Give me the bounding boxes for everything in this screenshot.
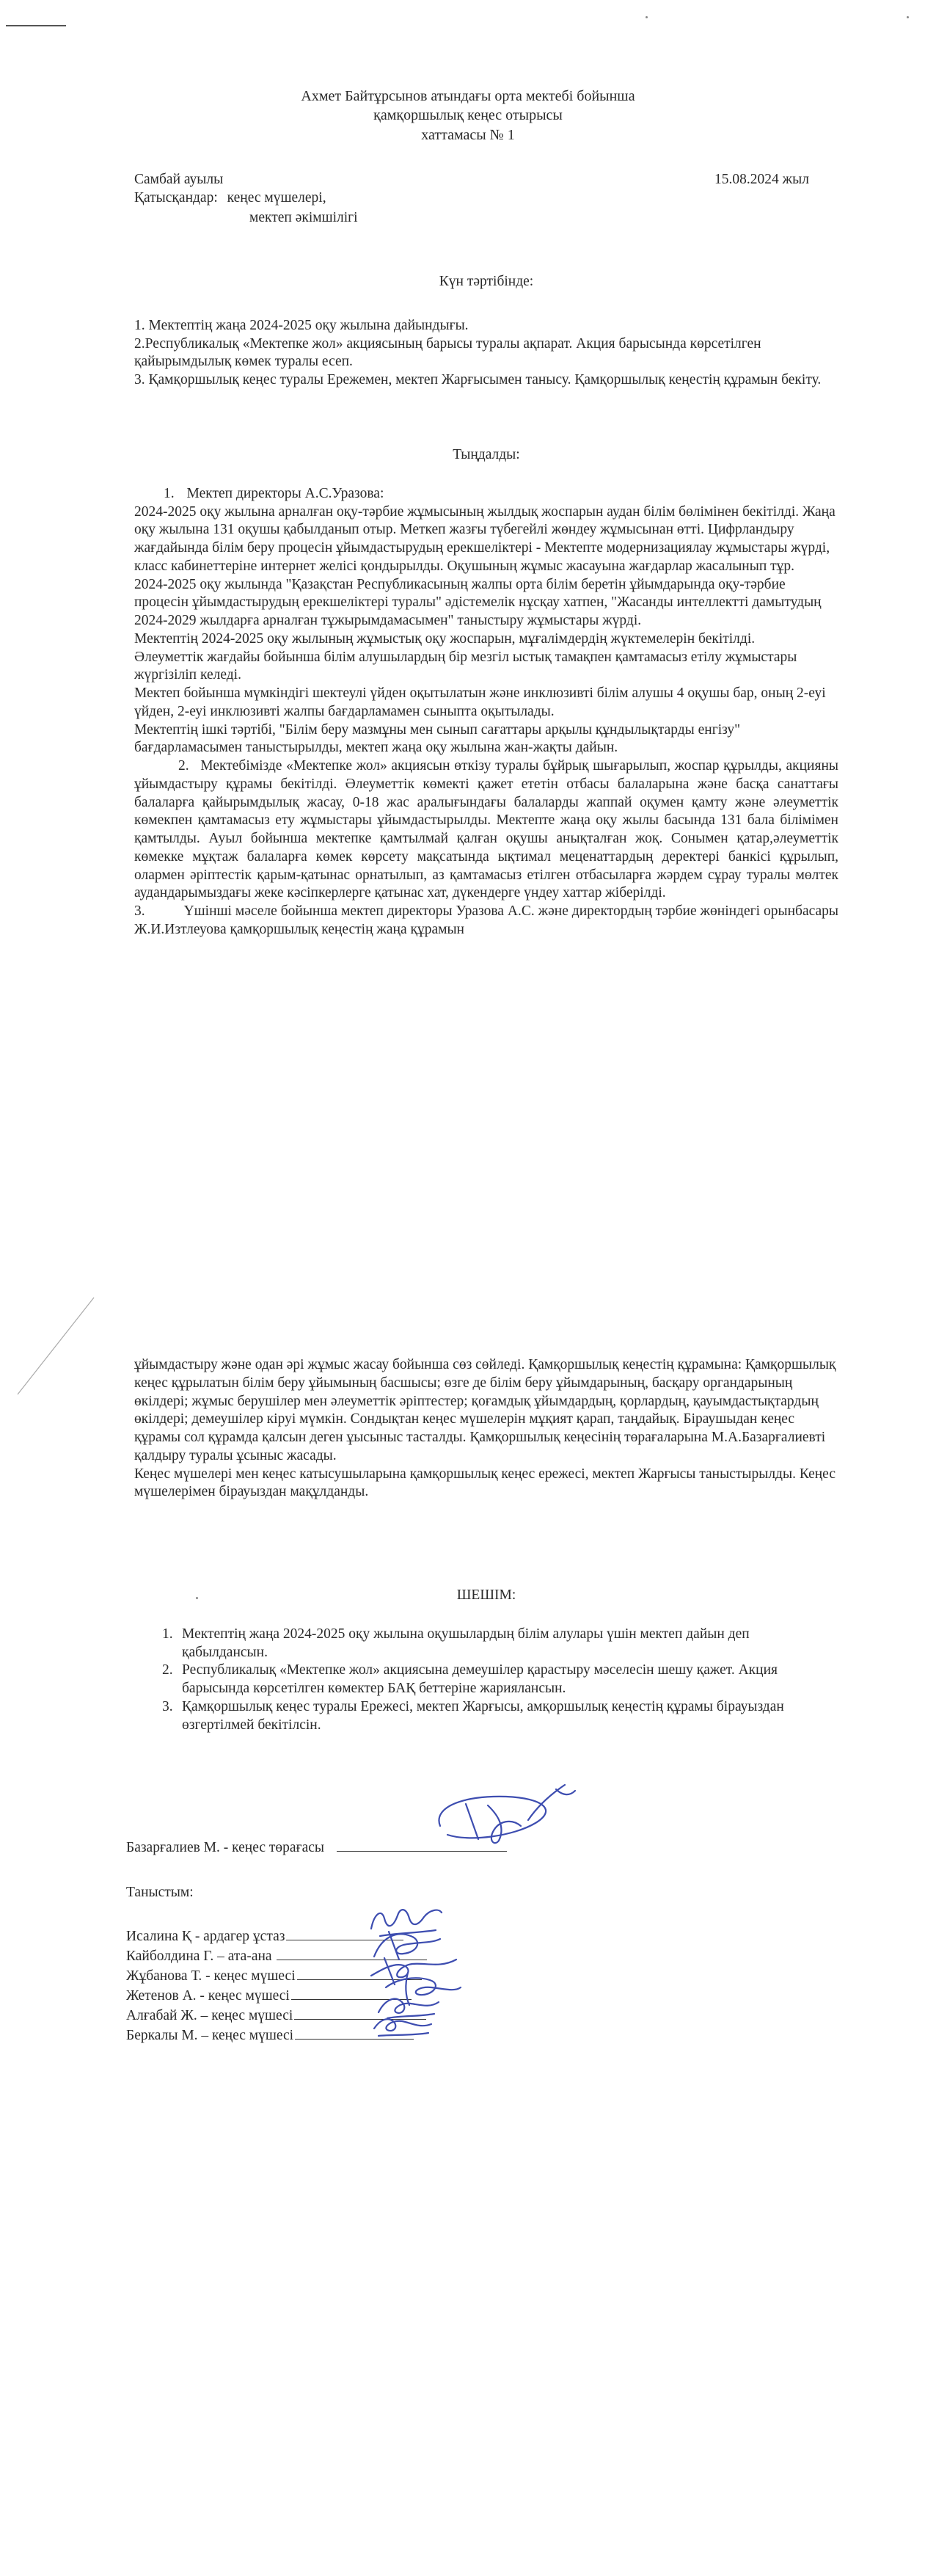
- decision-item-text: Республикалық «Мектепке жол» акциясына демеушілер қарастыру мәселесін шешу қажет. Акция барысында көрсетілген көмектер БАҚ беттеріне жариялансын.: [182, 1662, 778, 1696]
- decision-item-number: 1.: [162, 1626, 173, 1642]
- member-name: Исалина Қ - ардагер ұстаз: [126, 1929, 285, 1944]
- heard-item-3-continued-2: Кеңес мүшелері мен кеңес катысушыларына қамқоршылық кеңес ережесі, мектеп Жарғысы таныстырылды. Кеңес мүшелерімен бірауыздан мақұлданды.: [134, 1466, 836, 1500]
- heard-continuation: [134, 1356, 838, 1502]
- decision-item-number: 3.: [162, 1698, 173, 1714]
- chair-name: Базарғалиев М. - кеңес төрағасы: [126, 1840, 324, 1855]
- decision-item: [149, 1698, 838, 1735]
- heard-item-3: [134, 903, 838, 939]
- agenda-item: 3. Қамқоршылық кеңес туралы Ережемен, мектеп Жарғысымен танысу. Қамқоршылық кеңестің құрамын бекіту.: [134, 372, 822, 388]
- decision-title: ШЕШІМ:: [456, 1587, 516, 1603]
- agenda-item: 2.Республикалық «Мектепке жол» акциясының барысы туралы ақпарат. Акция барысында көрсетілген қайырымдылық көмек туралы есеп.: [134, 335, 761, 370]
- agenda-item: 1. Мектептің жаңа 2024-2025 оқу жылына дайындығы.: [134, 317, 469, 333]
- date: 15.08.2024 жыл: [714, 172, 809, 187]
- header-line-2: қамқоршылық кеңес отырысы: [373, 107, 563, 124]
- member-name: Алғабай Ж. – кеңес мүшесі: [126, 2008, 293, 2023]
- decision-item-text: Мектептің жаңа 2024-2025 оқу жылына оқушылардың білім алулары үшін мектеп дайын деп қабылдансын.: [182, 1626, 750, 1660]
- header-line-3: хаттамасы № 1: [421, 126, 515, 143]
- decision-item: [149, 1626, 838, 1662]
- decision-item-text: Қамқоршылық кеңес туралы Ережесі, мектеп Жарғысы, амқоршылық кеңестің құрамы бірауыздан өзгертілмей бекітілсін.: [182, 1698, 784, 1733]
- acquainted-label: Таныстым:: [126, 1885, 194, 1900]
- heard-item-2: [134, 757, 838, 903]
- participants-label: Қатысқандар:: [134, 190, 218, 205]
- heard-item-3-continued: ұйымдастыру және одан әрі жұмыс жасау бойынша сөз сөйледі. Қамқоршылық кеңестің құрамына: Қамқоршылық кеңес құрылатын білім беру ұйымының басшысы; өзге де білім беру ұйымдарының, басқару органдарының өкілдері; жұмыс берушілер мен әлеуметтік әріптестер; қоғамдық ұйымдардың, қорлардың, қауымдастықтардың өкілдері; демеушілер кіруі мүмкін. Сондықтан кеңес мүшелерін мұқият қарап, таңдайық. Біраушыдан кеңес құрамы сол құрамда қалсын деген ұысыныс тасталды. Қамқоршылық кеңесінің төрағаларына М.А.Базарғалиевті қалдыру туралы ұсыныс жасады.: [134, 1357, 836, 1463]
- heard-item-3-text: Үшінші мәселе бойынша мектеп директоры Уразова А.С. және директордың тәрбие жөніндегі орынбасары Ж.И.Изтлеуова қамқоршылық кеңестің жаңа құрамын: [134, 903, 838, 937]
- heard-paragraph: 2024-2025 оқу жылына арналған оқу-тәрбие жұмысының жылдық жоспарын аудан білім бөлімінен бекітілді. Жаңа оқу жылына 131 оқушы қабылданып отыр. Меткеп жазғы түбегейлі жөндеу жұмысынан өтті. Цифрландыру жағдайында білім беру процесін ұйымдастырудың ерекшеліктері - Мектепте модернизациялау жұмыстары жүрді, класс кабинеттеріне интернет желісі қондырылды. Оқушының жұмыс жасауына жағдарлар жасалынып тұр.: [134, 503, 836, 574]
- speaker-1-name: Мектеп директоры А.С.Уразова:: [186, 485, 384, 501]
- scan-artifact-dot: [646, 16, 648, 18]
- agenda-title: Күн тәртібінде:: [439, 274, 534, 289]
- scan-artifact-dot: [907, 16, 909, 18]
- member-name: Беркалы М. – кеңес мүшесі: [126, 2028, 294, 2043]
- participants-line-2: мектеп әкімшілігі: [249, 210, 358, 225]
- heard-paragraph: Мектеп бойынша мүмкіндігі шектеулі үйден оқытылатын және инклюзивті білім алушы 4 оқушы бар, оның 2-еуі үйден, 2-еуі инклюзивті жалпы бағдарламамен сыныпта оқытылады.: [134, 685, 826, 719]
- heard-paragraph: Әлеуметтік жағдайы бойынша білім алушылардың бір мезгіл ыстық тамақпен қамтамасыз етілу жұмыстары жүргізіліп келеді.: [134, 649, 797, 683]
- heard-title: Тыңдалды:: [453, 447, 520, 462]
- place: Самбай ауылы: [134, 172, 224, 187]
- chair-signature: [418, 1775, 587, 1855]
- heard-section: [134, 446, 838, 939]
- scan-artifact-diagonal: [7, 1292, 110, 1409]
- decision-section: [134, 1587, 838, 1734]
- agenda: [134, 273, 838, 390]
- member-name: Жұбанова Т. - кеңес мүшесі: [126, 1968, 296, 1984]
- member-name: Жетенов А. - кеңес мүшесі: [126, 1988, 290, 2004]
- speaker-1-number: 1.: [164, 485, 175, 501]
- document-header: [0, 87, 936, 145]
- decision-item-number: 2.: [162, 1662, 173, 1678]
- member-name: Кайболдина Г. – ата-ана: [126, 1949, 272, 1964]
- heard-paragraph: Мектептің 2024-2025 оқу жылының жұмыстық оқу жоспарын, мұғалімдердің жүктемелерін бекітілді.: [134, 630, 756, 647]
- participants-line-1: кеңес мүшелері,: [227, 190, 326, 205]
- decision-item: [149, 1662, 838, 1698]
- heard-item-2-number: 2.: [178, 758, 189, 774]
- decision-list: [134, 1626, 838, 1735]
- heard-item-3-number: 3.: [134, 903, 145, 919]
- heard-item-2-text: Мектебімізде «Мектепке жол» акциясын өткізу туралы бұйрық шығарылып, жоспар құрылды, акцияны ұйымдастыру құрамы бекітілді. Әлеуметтік көмекті қажет ететін отбасы балаларына және басқа санаттағы балаларға қайырымдылық жасау, 0-18 жас аралығындағы балаларды жаппай оқумен қамту және әлеуметтік көмекпен қамтамасыз ету жұмыстары ұйымдастырылды. Мектепте жаңа оқу жылы басында 131 бала білімімен қамтылды. Ауыл бойынша мектепке қамтылмай қалған оқушы анықталған жоқ. Сонымен қатар,әлеуметтік көмекке мұқтаж балаларға көмек көрсету мақсатында ықтимал меценаттардың деректері банкісі құрылып, олармен әріптестік қарым-қатынас орнатылып, аз қамтамасыз етілген отбасыларға жәрдем сұрау туралы мөлтек аудандарымыздағы жеке кәсіпкерлерге қатынас хат, дүкендерге үндеу хаттар жіберілді.: [134, 758, 838, 901]
- member-signature-6: [367, 2006, 440, 2043]
- participants: [134, 189, 326, 208]
- header-line-1: Ахмет Байтұрсынов атындағы орта мектебі бойынша: [301, 88, 635, 104]
- scan-artifact-top-line: [6, 25, 66, 26]
- heard-paragraph: 2024-2025 оқу жылында "Қазақстан Республикасының жалпы орта білім беретін ұйымдарында оқу-тәрбие процесін ұйымдастырудың ерекшеліктері туралы" әдістемелік нұсқау хатпен, "Жасанды интеллектті дамытудың 2024-2029 жылдарға арналған тұжырымдамасымен" таныстыру жұмыстары жүрді.: [134, 576, 822, 628]
- heard-paragraph: Мектептің ішкі тәртібі, "Білім беру мазмұны мен сынып сағаттары арқылы құндылықтарды енгізу" бағдарламасымен таныстырылды, мектеп жаңа оқу жылына жан-жақты дайын.: [134, 721, 741, 756]
- speaker-1: [134, 485, 838, 503]
